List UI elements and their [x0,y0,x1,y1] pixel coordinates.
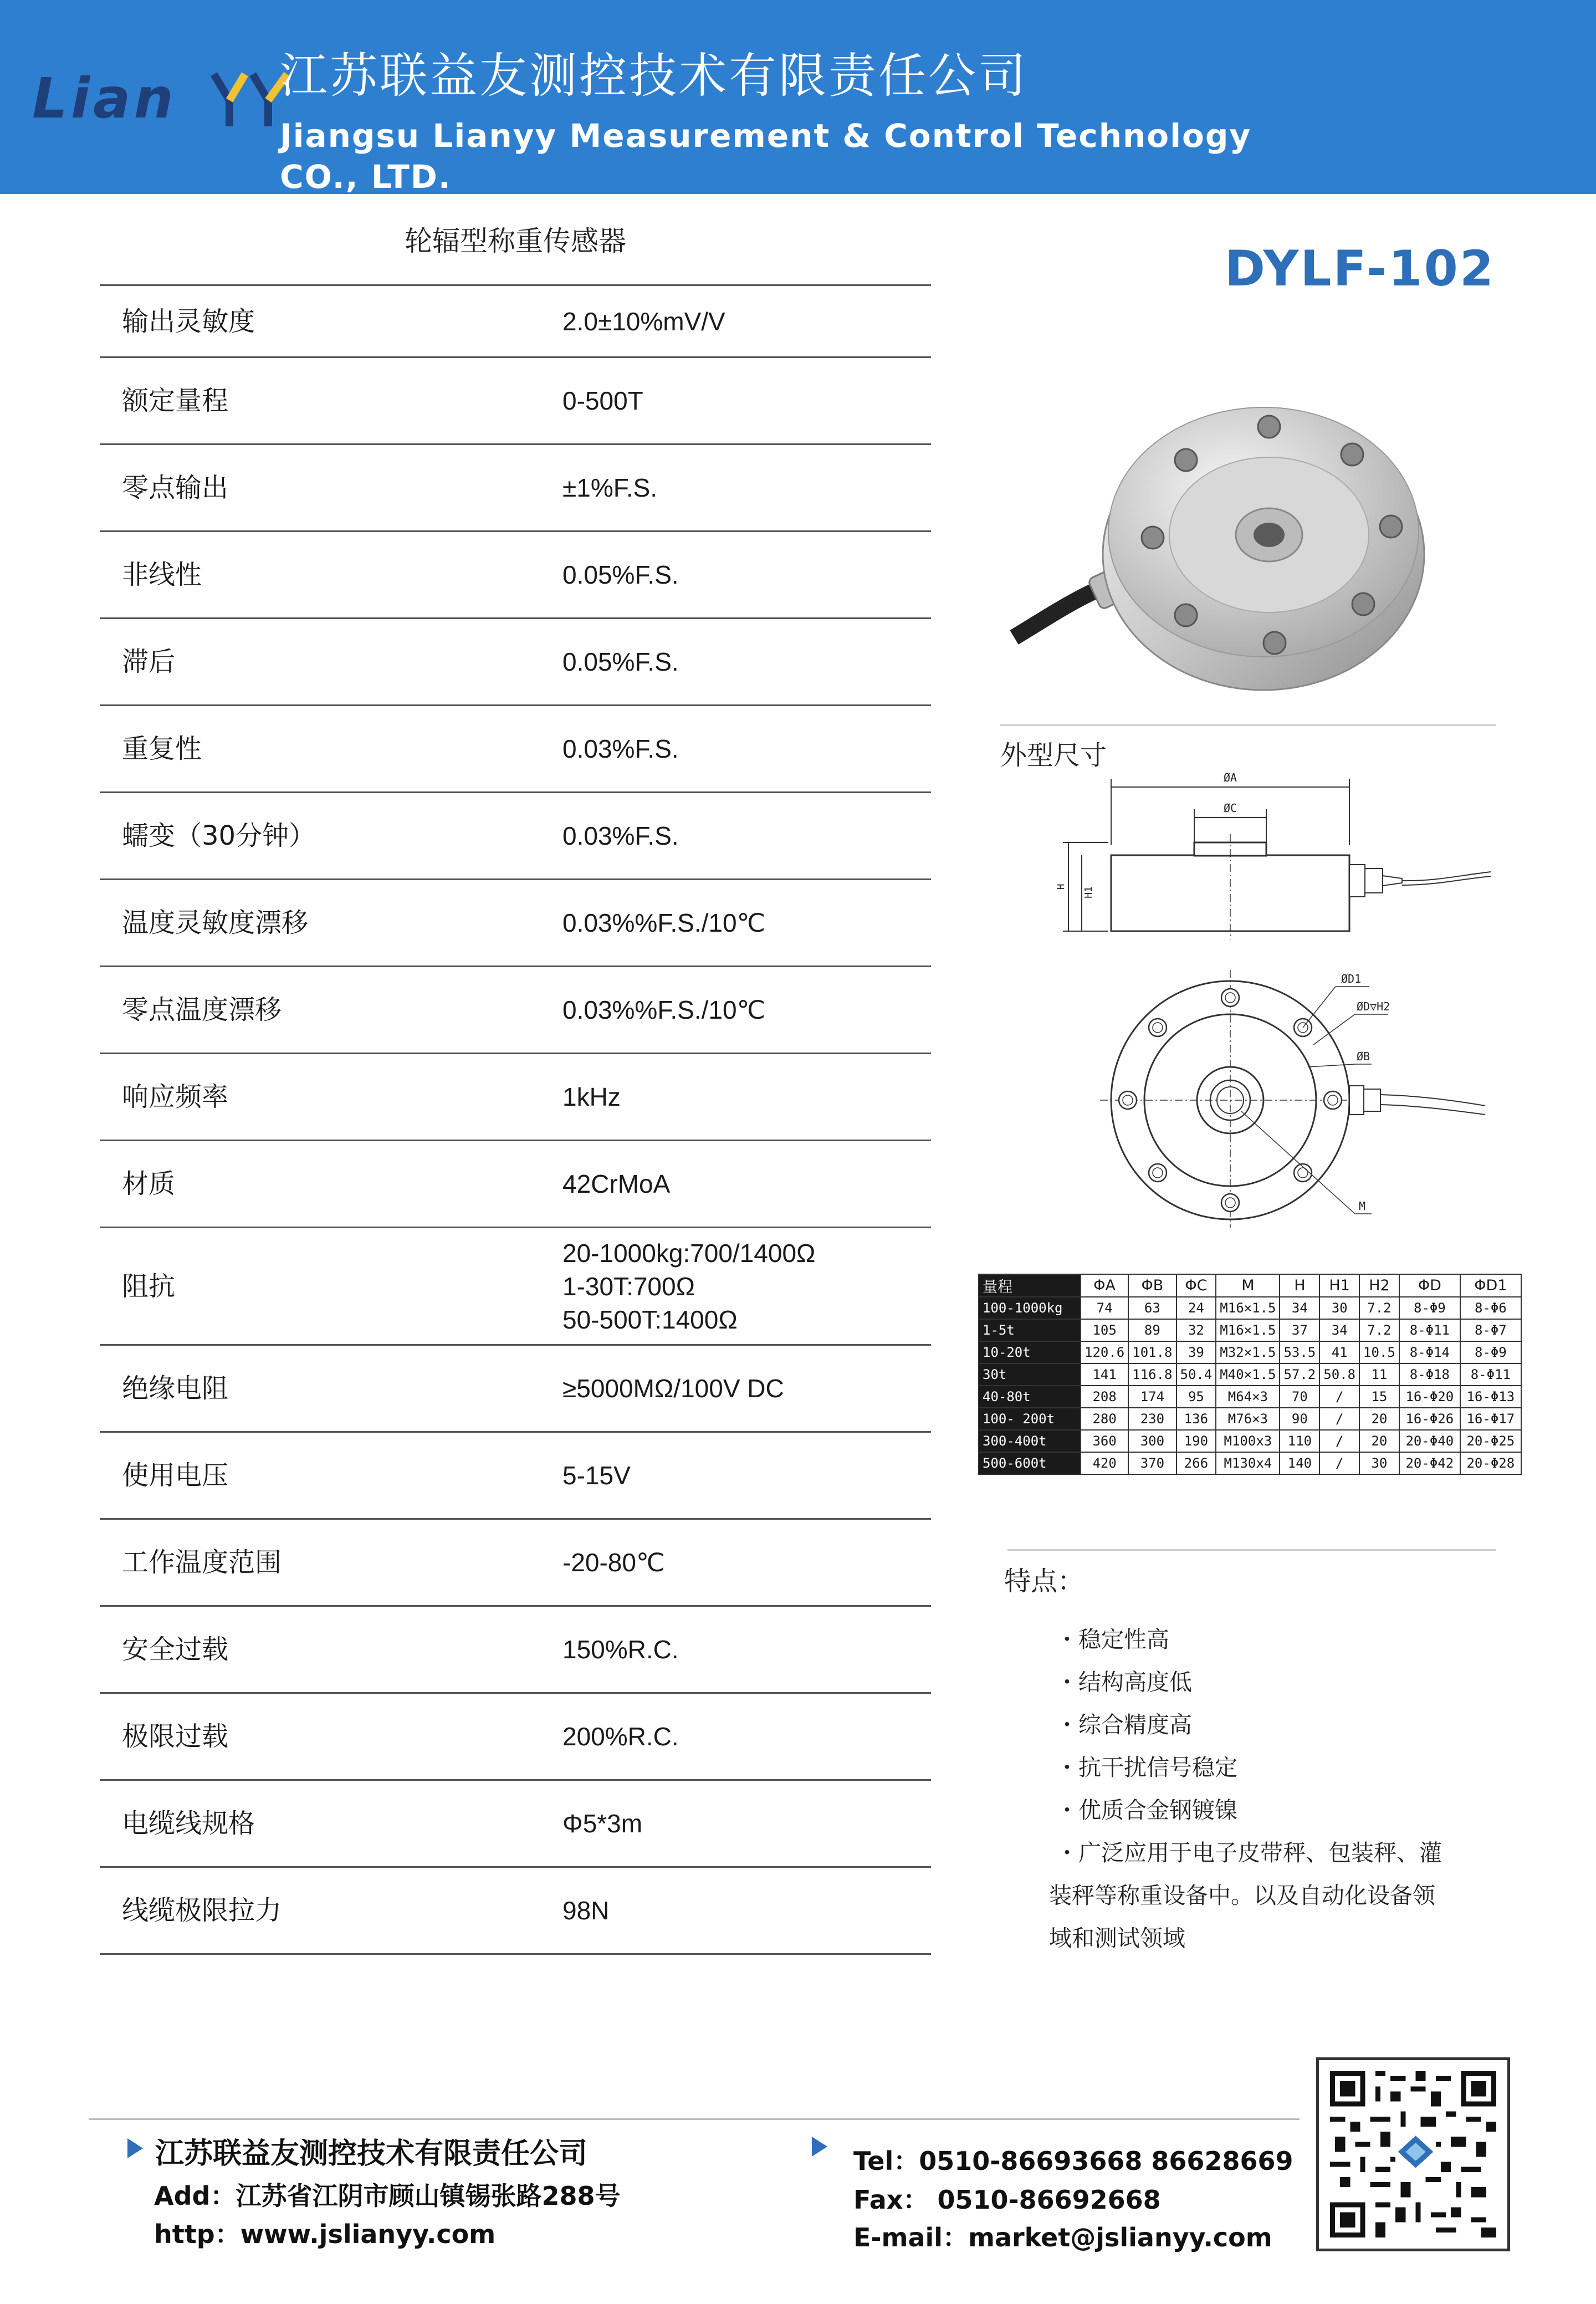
spec-row [100,965,931,1053]
spec-name: 重复性 [122,733,202,764]
table-cell: 16-Φ26 [1399,1408,1460,1430]
table-cell: 266 [1176,1452,1216,1474]
spec-name: 材质 [122,1168,176,1199]
table-cell: 40-80t [979,1386,1081,1408]
table-cell: 20-Φ42 [1399,1452,1460,1474]
product-title: 轮辐型称重传感器 [405,225,626,257]
col-header: H [1280,1274,1319,1297]
table-cell: 50.8 [1319,1363,1359,1386]
table-cell: M76×3 [1216,1408,1280,1430]
table-cell: 30 [1319,1297,1359,1319]
table-cell: 360 [1081,1430,1128,1452]
bullet-triangle-icon [812,2137,827,2157]
table-cell: 7.2 [1359,1319,1399,1341]
spec-row [100,1605,931,1692]
spec-name: 非线性 [122,559,202,590]
spec-row [100,704,931,791]
spec-name: 蠕变（30分钟） [122,820,316,851]
feature-item-line: ・广泛应用于电子皮带秤、包装秤、灌 [1056,1840,1442,1866]
dim-label-d1: ØD1 [1341,972,1362,985]
table-cell: 34 [1319,1319,1359,1341]
feature-item-line: 装秤等称重设备中。以及自动化设备领 [1049,1882,1435,1909]
table-cell: 32 [1176,1319,1216,1341]
table-cell: 16-Φ17 [1460,1408,1521,1430]
table-cell: 39 [1176,1341,1216,1363]
spec-row [100,1140,931,1227]
footer-fax: Fax： 0510-86692668 [853,2185,1161,2215]
table-cell: M16×1.5 [1216,1297,1280,1319]
table-cell: 41 [1319,1341,1359,1363]
table-cell: 8-Φ7 [1460,1319,1521,1341]
feature-item: ・综合精度高 [1056,1712,1192,1738]
logo-text: Lian [32,66,177,131]
table-cell: M32×1.5 [1216,1341,1280,1363]
table-cell: 8-Φ9 [1399,1297,1460,1319]
spec-value: 98N [562,1896,610,1925]
table-cell: 10.5 [1359,1341,1399,1363]
spec-row [100,791,931,878]
top-view [1100,970,1485,1228]
spec-row [100,878,931,965]
table-cell: 63 [1128,1297,1176,1319]
table-cell: 120.6 [1081,1341,1128,1363]
spec-name: 滞后 [122,646,176,677]
table-cell: 8-Φ6 [1460,1297,1521,1319]
spec-row [100,1431,931,1518]
table-row [979,1297,1521,1319]
table-cell: 100-1000kg [979,1297,1081,1319]
section-divider [1007,1549,1496,1551]
spec-value: 42CrMoA [562,1169,671,1198]
col-header: ΦB [1128,1274,1176,1297]
spec-value: 0.03%%F.S./10℃ [562,995,766,1024]
table-cell: 280 [1081,1408,1128,1430]
spec-name: 极限过载 [122,1721,229,1752]
product-model: DYLF-102 [1225,240,1496,297]
table-cell: 20-Φ28 [1460,1452,1521,1474]
spec-value-line: 20-1000kg:700/1400Ω [562,1238,816,1268]
footer-divider [89,2118,1300,2120]
table-cell: 90 [1280,1408,1319,1430]
table-cell: 8-Φ14 [1399,1341,1460,1363]
spec-value: ±1%F.S. [562,473,657,502]
table-cell: 8-Φ11 [1399,1319,1460,1341]
spec-row [100,1227,931,1344]
table-cell: 89 [1128,1319,1176,1341]
table-cell: 53.5 [1280,1341,1319,1363]
footer-company: 江苏联益友测控技术有限责任公司 [155,2137,588,2170]
col-header: ΦC [1176,1274,1216,1297]
col-header: H2 [1359,1274,1399,1297]
spec-row [100,284,931,356]
spec-value: 0.05%F.S. [562,647,679,676]
feature-item: ・优质合金钢镀镍 [1056,1797,1237,1823]
table-cell: / [1319,1408,1359,1430]
spec-row [100,530,931,617]
company-name-cn: 江苏联益友测控技术有限责任公司 [280,48,1028,104]
table-cell: 420 [1081,1452,1128,1474]
table-cell: 20 [1359,1408,1399,1430]
table-cell: 95 [1176,1386,1216,1408]
feature-item: ・结构高度低 [1056,1669,1192,1695]
table-cell: 136 [1176,1408,1216,1430]
spec-name: 绝缘电阻 [122,1373,229,1404]
spec-name: 电缆线规格 [122,1808,255,1839]
table-cell: 101.8 [1128,1341,1176,1363]
company-name-en-suffix: CO., LTD. [280,158,452,196]
spec-name: 线缆极限拉力 [122,1895,282,1926]
dim-label-h: H [1055,883,1067,890]
table-row [979,1408,1521,1430]
spec-name: 零点温度漂移 [122,994,282,1025]
table-cell: 20 [1359,1430,1399,1452]
features-label: 特点： [1004,1566,1085,1597]
table-cell: 300-400t [979,1430,1081,1452]
col-header: H1 [1319,1274,1359,1297]
spec-table [100,284,931,1955]
company-name-en: Jiangsu Lianyy Measurement & Control Technology [280,117,1252,155]
table-cell: 30t [979,1363,1081,1386]
spec-value: 5-15V [562,1461,631,1490]
spec-name: 使用电压 [122,1460,229,1491]
spec-value-line: 50-500T:1400Ω [562,1305,738,1334]
spec-name: 工作温度范围 [122,1547,282,1578]
spec-name: 安全过载 [122,1634,229,1665]
table-cell: 174 [1128,1386,1176,1408]
table-cell: 100- 200t [979,1408,1081,1430]
spec-row [100,1344,931,1431]
dimension-drawing [1047,768,1507,1228]
table-cell: M100x3 [1216,1430,1280,1452]
table-cell: 1-5t [979,1319,1081,1341]
spec-value: ≥5000MΩ/100V DC [562,1374,784,1403]
spec-row [100,1518,931,1605]
spec-value: 2.0±10%mV/V [562,306,725,336]
table-cell: 300 [1128,1430,1176,1452]
table-cell: / [1319,1452,1359,1474]
feature-item: ・抗干扰信号稳定 [1056,1754,1237,1781]
spec-name: 温度灵敏度漂移 [122,907,309,938]
table-cell: 20-Φ25 [1460,1430,1521,1452]
dim-label-d-h2: ØD▽H2 [1357,1000,1390,1013]
spec-value: -20-80℃ [562,1548,665,1577]
table-row [979,1430,1521,1452]
table-cell: 37 [1280,1319,1319,1341]
table-cell: 11 [1359,1363,1399,1386]
dim-label-a: ØA [1223,771,1237,784]
spec-value: 0.03%%F.S./10℃ [562,908,766,937]
feature-item-line: 域和测试领域 [1049,1925,1185,1951]
spec-value: 0.03%F.S. [562,821,679,850]
dim-label-m: M [1359,1199,1366,1213]
table-cell: 34 [1280,1297,1319,1319]
page-header [0,0,1596,194]
dimensions-label: 外型尺寸 [1000,740,1107,771]
table-cell: 30 [1359,1452,1399,1474]
table-cell: 16-Φ20 [1399,1386,1460,1408]
spec-value: Φ5*3m [562,1809,643,1838]
spec-name: 输出灵敏度 [122,305,255,337]
bullet-triangle-icon [127,2138,143,2158]
spec-value: 0-500T [562,386,643,415]
table-cell: 230 [1128,1408,1176,1430]
col-header: ΦD [1399,1274,1460,1297]
spec-row [100,1779,931,1866]
table-cell: 57.2 [1280,1363,1319,1386]
table-cell: M16×1.5 [1216,1319,1280,1341]
table-cell: 500-600t [979,1452,1081,1474]
table-cell: 15 [1359,1386,1399,1408]
table-cell: 116.8 [1128,1363,1176,1386]
table-cell: 8-Φ11 [1460,1363,1521,1386]
spec-row [100,617,931,704]
table-cell: 20-Φ40 [1399,1430,1460,1452]
table-row [979,1363,1521,1386]
table-cell: 74 [1081,1297,1128,1319]
table-cell: 110 [1280,1430,1319,1452]
table-cell: 208 [1081,1386,1128,1408]
spec-value-line: 1-30T:700Ω [562,1271,695,1301]
table-cell: 370 [1128,1452,1176,1474]
spec-row [100,1692,931,1779]
product-photo [1009,388,1430,698]
dim-label-b: ØB [1357,1050,1370,1063]
footer-tel: Tel：0510-86693668 86628669 [853,2146,1293,2176]
table-cell: M64×3 [1216,1386,1280,1408]
table-cell: / [1319,1430,1359,1452]
table-cell: 141 [1081,1363,1128,1386]
spec-row [100,1866,931,1955]
spec-row [100,1053,931,1140]
features-list [1049,1618,1477,1960]
table-row [979,1319,1521,1341]
spec-value: 0.03%F.S. [562,734,679,763]
table-cell: 70 [1280,1386,1319,1408]
table-row [979,1452,1521,1474]
table-cell: / [1319,1386,1359,1408]
table-cell: 7.2 [1359,1297,1399,1319]
spec-value: 150%R.C. [562,1635,679,1664]
table-cell: 190 [1176,1430,1216,1452]
qr-code-icon [1316,2057,1510,2251]
table-row [979,1386,1521,1408]
footer-email[interactable]: E-mail：market@jslianyy.com [853,2223,1272,2252]
table-row [979,1341,1521,1363]
dimension-table-header [979,1274,1521,1297]
spec-name: 阻抗 [122,1270,176,1302]
table-cell: 16-Φ13 [1460,1386,1521,1408]
section-divider [1000,724,1496,726]
spec-row [100,356,931,443]
spec-name: 响应频率 [122,1081,229,1112]
table-cell: M130x4 [1216,1452,1280,1474]
spec-row [100,443,931,530]
table-cell: 8-Φ18 [1399,1363,1460,1386]
col-header: M [1216,1274,1280,1297]
footer-website[interactable]: http：www.jslianyy.com [154,2219,496,2249]
footer-address: Add：江苏省江阴市顾山镇锡张路288号 [154,2181,621,2211]
table-cell: 10-20t [979,1341,1081,1363]
spec-name: 额定量程 [122,385,229,416]
spec-value: 1kHz [562,1082,621,1111]
table-cell: 8-Φ9 [1460,1341,1521,1363]
col-header: ΦD1 [1460,1274,1521,1297]
dim-label-h1: H1 [1083,886,1094,898]
table-cell: 140 [1280,1452,1319,1474]
spec-name: 零点输出 [122,472,229,503]
spec-value: 0.05%F.S. [562,560,679,589]
feature-item: ・稳定性高 [1056,1626,1169,1653]
spec-value [562,1237,931,1336]
dimension-table [978,1274,1522,1475]
table-cell: 24 [1176,1297,1216,1319]
col-header: 量程 [979,1274,1081,1297]
table-cell: M40×1.5 [1216,1363,1280,1386]
spec-value: 200%R.C. [562,1722,679,1751]
dim-label-c: ØC [1223,801,1237,815]
col-header: ΦA [1081,1274,1128,1297]
table-cell: 50.4 [1176,1363,1216,1386]
table-cell: 105 [1081,1319,1128,1341]
